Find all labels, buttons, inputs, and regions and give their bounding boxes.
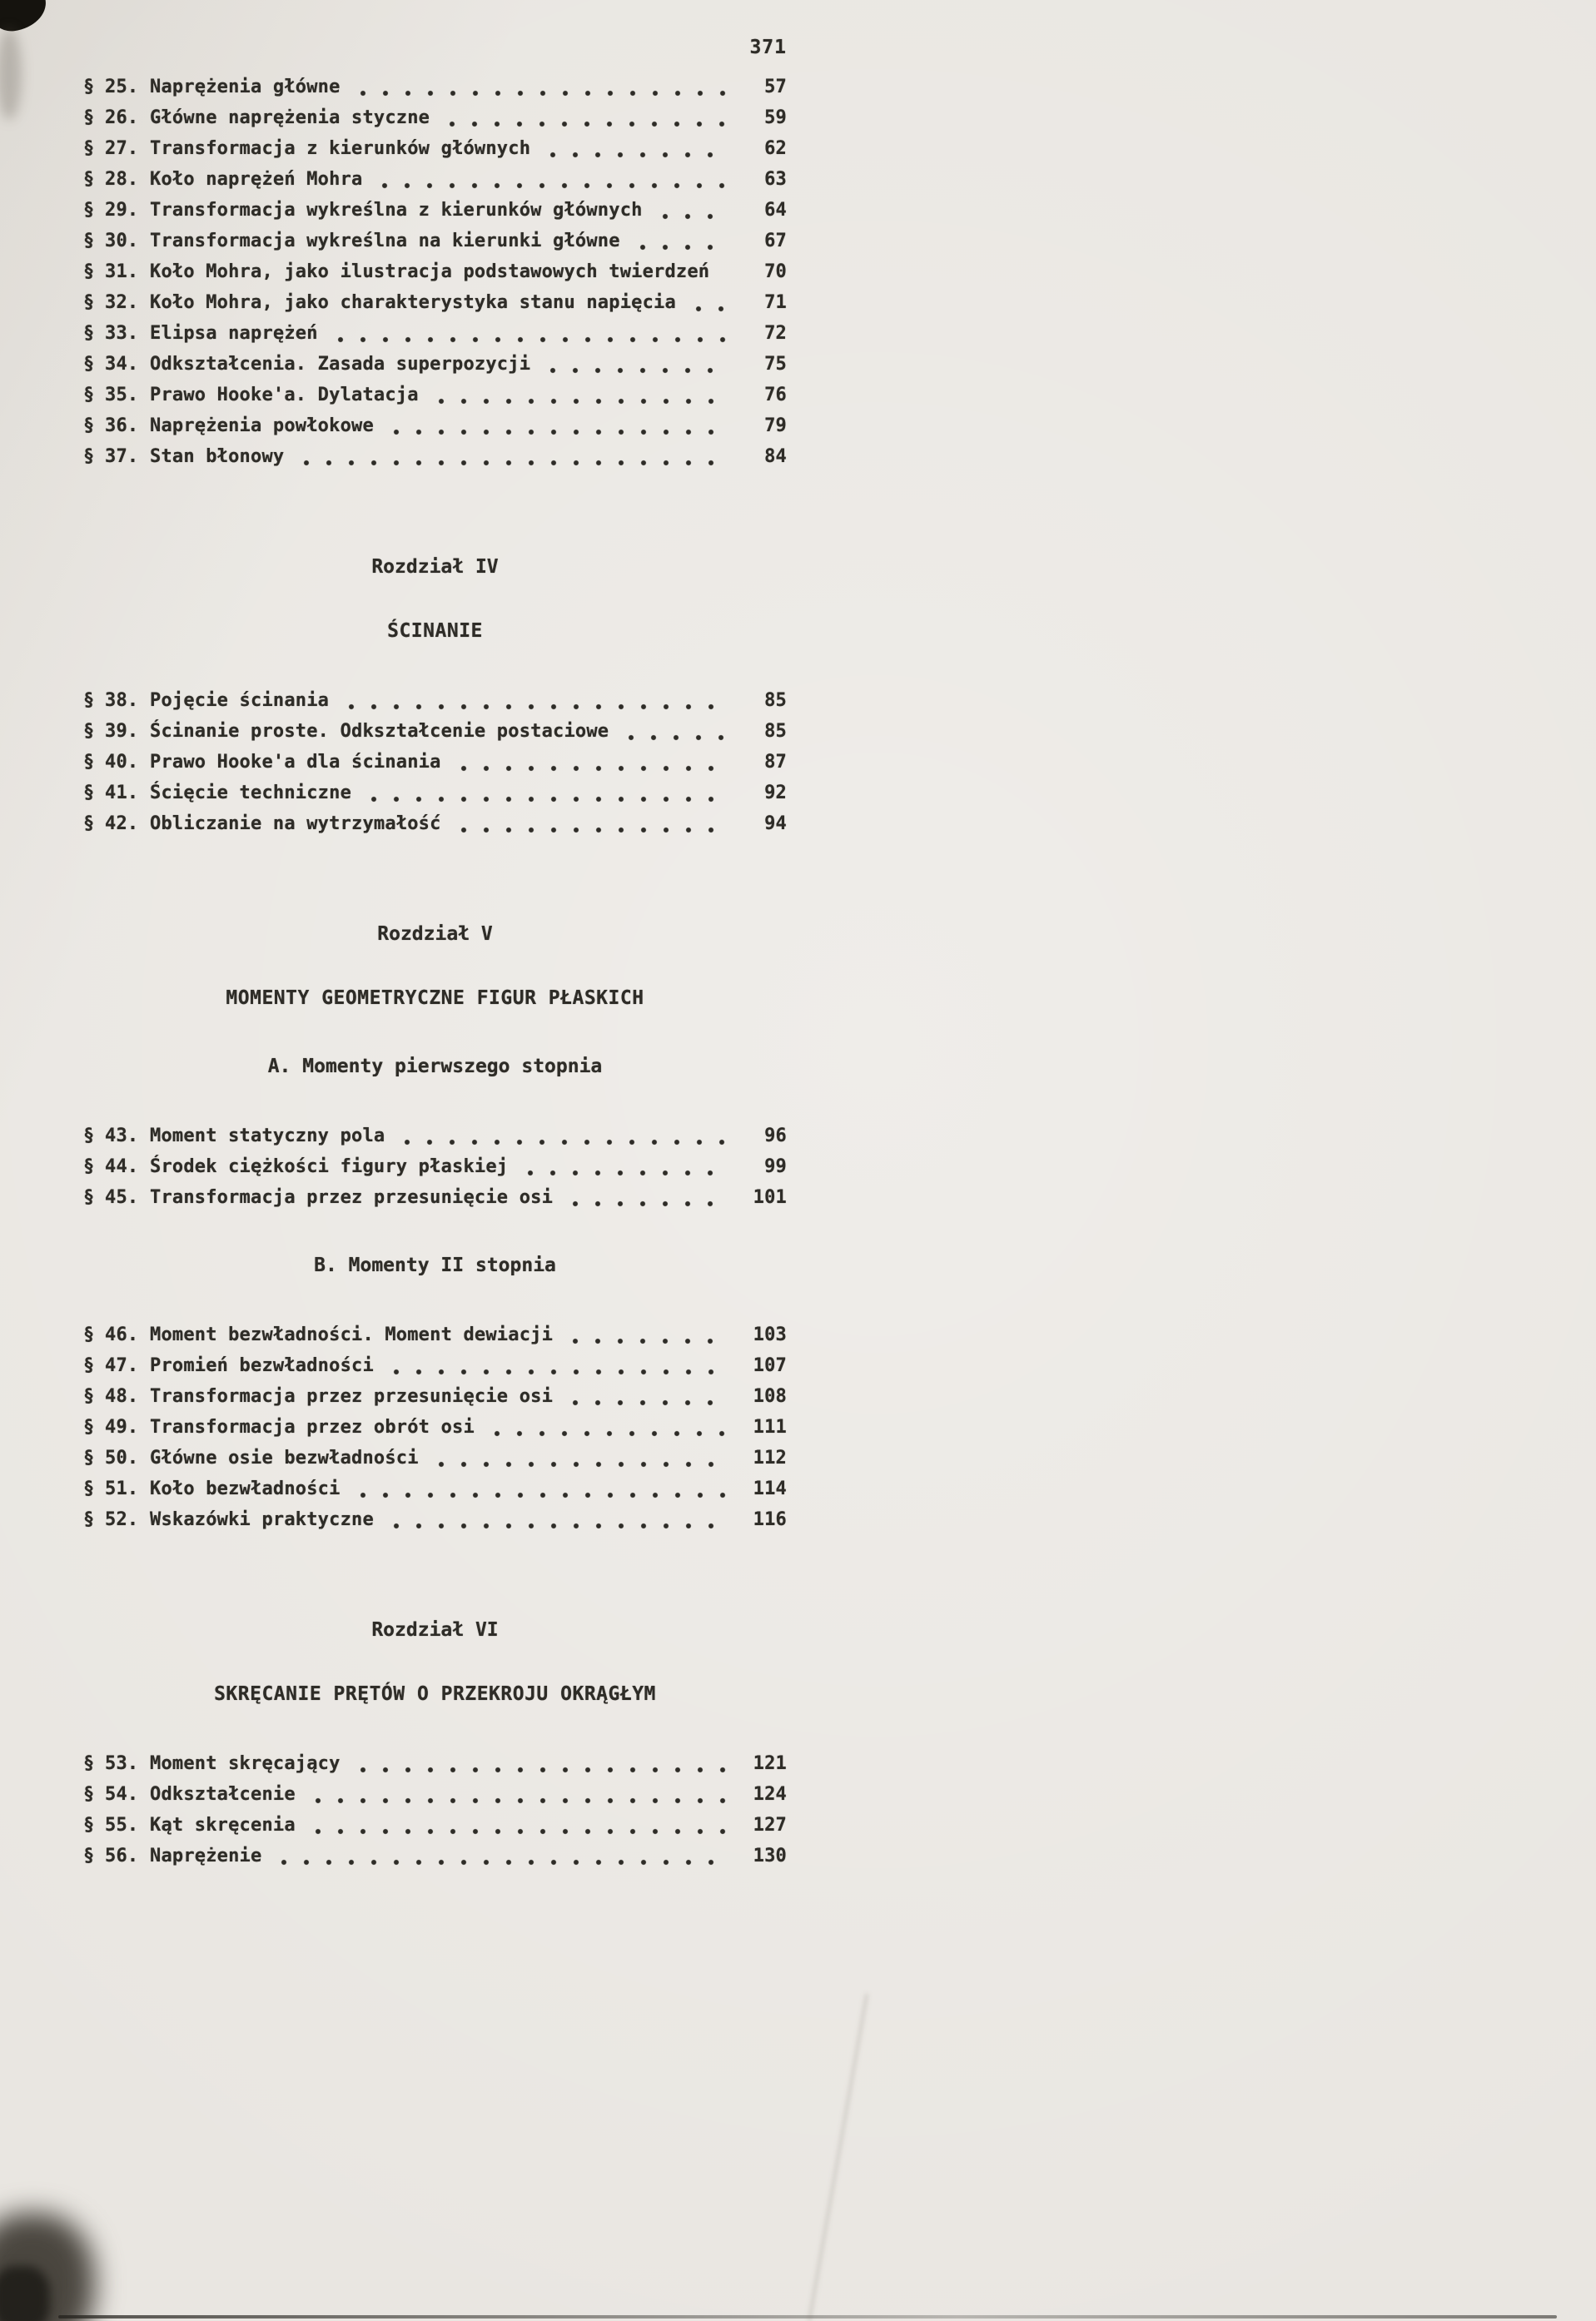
entry-number: 56. [105,1846,139,1866]
entry-number: 39. [105,721,139,742]
entry-title: Ścinanie proste. Odkształcenie postaciowe [150,721,609,742]
dot-leader [363,778,728,808]
entry-page: 63 [764,169,787,190]
toc-entry [83,1810,787,1841]
entry-number: 32. [105,292,139,313]
entry-title: Moment skręcający [150,1753,341,1774]
section-mark: § [83,1156,95,1177]
entry-page: 111 [753,1417,787,1438]
section-mark: § [83,138,95,159]
chapter-title: SKRĘCANIE PRĘTÓW O PRZEKROJU OKRĄGŁYM [214,1683,656,1705]
entry-number: 53. [105,1753,139,1774]
entry-title: Moment statyczny pola [150,1126,385,1146]
scan-artifact-left-streak [0,28,22,120]
toc-list [83,1121,787,1213]
toc-entry [83,195,787,226]
entry-page: 96 [764,1126,787,1146]
entry-page: 107 [753,1355,787,1376]
toc-entry [83,72,787,102]
toc-entry [83,380,787,410]
entry-number: 34. [105,354,139,375]
dot-leader [330,318,728,349]
toc-entry [83,1504,787,1535]
toc-entry [83,1182,787,1213]
entry-title: Transformacja z kierunków głównych [150,138,531,159]
toc-blocks [83,72,787,1871]
dot-leader [486,1412,728,1443]
entry-page: 101 [753,1187,787,1208]
entry-title: Główne osie bezwładności [150,1448,419,1469]
section-mark: § [83,813,95,834]
entry-title: Transformacja wykreślna z kierunków głównych [150,200,643,221]
entry-number: 46. [105,1325,139,1345]
entry-page: 76 [764,385,787,405]
section-mark: § [83,231,95,251]
entry-title: Koło Mohra, jako charakterystyka stanu napięcia [150,292,676,313]
entry-title: Główne naprężenia styczne [150,107,430,128]
entry-title: Naprężenie [150,1846,262,1866]
scan-artifact-crease [808,1994,868,2321]
entry-title: Transformacja wykreślna na kierunki główne [150,231,620,251]
dot-leader [273,1841,728,1871]
section-mark: § [83,107,95,128]
dot-leader [520,1151,728,1182]
dot-leader [620,716,728,747]
toc-content [83,35,787,1871]
dot-leader [307,1779,728,1810]
section-mark: § [83,1784,95,1805]
toc-entry [83,256,787,287]
entry-page: 85 [764,721,787,742]
entry-page: 62 [764,138,787,159]
toc-list [83,1320,787,1535]
subsection-title: B. Momenty II stopnia [314,1255,556,1276]
entry-page: 121 [753,1753,787,1774]
section-mark: § [83,200,95,221]
entry-page: 116 [753,1509,787,1530]
entry-title: Prawo Hooke'a. Dylatacja [150,385,419,405]
toc-list [83,72,787,472]
dot-leader [542,133,728,164]
entry-number: 41. [105,783,139,803]
entry-number: 44. [105,1156,139,1177]
entry-number: 40. [105,752,139,773]
dot-leader [296,441,728,472]
toc-entry [83,226,787,256]
dot-leader [352,72,728,102]
entry-number: 30. [105,231,139,251]
dot-leader [564,1182,728,1213]
toc-entry [83,1779,787,1810]
toc-entry [83,685,787,716]
toc-entry [83,747,787,778]
section-mark: § [83,1846,95,1866]
chapter-label: Rozdział V [377,923,493,945]
entry-number: 48. [105,1386,139,1407]
entry-title: Transformacja przez przesunięcie osi [150,1386,554,1407]
entry-title: Stan błonowy [150,446,285,467]
entry-page: 114 [753,1479,787,1499]
entry-page: 127 [753,1815,787,1836]
entry-number: 31. [105,261,139,282]
toc-entry [83,1381,787,1412]
toc-entry [83,164,787,195]
dot-leader [453,747,728,778]
dot-leader [441,102,728,133]
section-mark: § [83,77,95,97]
dot-leader [430,380,728,410]
dot-leader [385,1504,728,1535]
entry-number: 36. [105,415,139,436]
section-mark: § [83,323,95,344]
toc-entry [83,349,787,380]
section-mark: § [83,1479,95,1499]
dot-leader [385,1350,728,1381]
dot-leader [307,1810,728,1841]
entry-page: 67 [764,231,787,251]
entry-number: 49. [105,1417,139,1438]
dot-leader [542,349,728,380]
dot-leader [430,1443,728,1474]
entry-title: Naprężenia główne [150,77,341,97]
entry-number: 38. [105,690,139,711]
entry-number: 45. [105,1187,139,1208]
entry-title: Koło naprężeń Mohra [150,169,363,190]
entry-page: 85 [764,690,787,711]
section-mark: § [83,1126,95,1146]
dot-leader [385,410,728,441]
entry-page: 87 [764,752,787,773]
section-mark: § [83,1753,95,1774]
toc-entry [83,1474,787,1504]
entry-title: Odkształcenia. Zasada superpozycji [150,354,531,375]
dot-leader [453,808,728,839]
entry-number: 54. [105,1784,139,1805]
section-mark: § [83,1417,95,1438]
entry-page: 71 [764,292,787,313]
chapter-title: ŚCINANIE [387,620,483,642]
scan-artifact-bottom-left-corner [0,2266,50,2321]
dot-leader [396,1121,728,1151]
dot-leader [352,1474,728,1504]
entry-page: 94 [764,813,787,834]
entry-number: 50. [105,1448,139,1469]
entry-number: 47. [105,1355,139,1376]
page-number: 371 [749,37,787,58]
entry-number: 35. [105,385,139,405]
entry-title: Środek ciężkości figury płaskiej [150,1156,509,1177]
toc-entry [83,441,787,472]
section-mark: § [83,1509,95,1530]
toc-list [83,1748,787,1871]
toc-entry [83,102,787,133]
section-mark: § [83,752,95,773]
toc-entry [83,1350,787,1381]
entry-title: Ścięcie techniczne [150,783,352,803]
entry-number: 52. [105,1509,139,1530]
entry-page: 57 [764,77,787,97]
entry-number: 37. [105,446,139,467]
entry-page: 130 [753,1846,787,1866]
entry-title: Naprężenia powłokowe [150,415,374,436]
toc-entry [83,1121,787,1151]
toc-entry [83,133,787,164]
toc-entry [83,287,787,318]
entry-number: 29. [105,200,139,221]
entry-page: 124 [753,1784,787,1805]
section-mark: § [83,721,95,742]
entry-page: 64 [764,200,787,221]
toc-entry [83,808,787,839]
chapter-title: MOMENTY GEOMETRYCZNE FIGUR PŁASKICH [226,987,644,1009]
dot-leader [564,1320,728,1350]
entry-page: 99 [764,1156,787,1177]
entry-page: 103 [753,1325,787,1345]
entry-number: 27. [105,138,139,159]
toc-entry [83,778,787,808]
entry-number: 51. [105,1479,139,1499]
entry-page: 84 [764,446,787,467]
entry-page: 75 [764,354,787,375]
section-mark: § [83,385,95,405]
entry-title: Transformacja przez obrót osi [150,1417,475,1438]
entry-title: Pojęcie ścinania [150,690,330,711]
toc-entry [83,410,787,441]
entry-number: 55. [105,1815,139,1836]
dot-leader [654,195,728,226]
section-mark: § [83,1386,95,1407]
entry-page: 72 [764,323,787,344]
dot-leader [352,1748,728,1779]
toc-entry [83,716,787,747]
dot-leader [688,287,728,318]
section-mark: § [83,1448,95,1469]
entry-number: 42. [105,813,139,834]
entry-number: 26. [105,107,139,128]
dot-leader [374,164,728,195]
section-mark: § [83,415,95,436]
dot-leader [564,1381,728,1412]
section-mark: § [83,169,95,190]
entry-title: Koło bezwładności [150,1479,341,1499]
entry-title: Moment bezwładności. Moment dewiacji [150,1325,554,1345]
entry-page: 79 [764,415,787,436]
section-mark: § [83,292,95,313]
subsection-title: A. Momenty pierwszego stopnia [267,1056,603,1077]
chapter-label: Rozdział VI [371,1619,499,1641]
section-mark: § [83,1815,95,1836]
toc-entry [83,1151,787,1182]
entry-title: Promień bezwładności [150,1355,374,1376]
section-mark: § [83,1187,95,1208]
toc-entry [83,1841,787,1871]
entry-title: Transformacja przez przesunięcie osi [150,1187,554,1208]
section-mark: § [83,261,95,282]
entry-page: 92 [764,783,787,803]
toc-list [83,685,787,839]
section-mark: § [83,783,95,803]
entry-number: 33. [105,323,139,344]
entry-page: 59 [764,107,787,128]
chapter-label: Rozdział IV [371,556,499,578]
toc-entry [83,1320,787,1350]
entry-number: 43. [105,1126,139,1146]
toc-entry [83,1748,787,1779]
entry-page: 108 [753,1386,787,1407]
toc-entry [83,318,787,349]
section-mark: § [83,446,95,467]
entry-number: 25. [105,77,139,97]
dot-leader [341,685,728,716]
entry-title: Prawo Hooke'a dla ścinania [150,752,441,773]
section-mark: § [83,1325,95,1345]
dot-leader [632,226,728,256]
section-mark: § [83,1355,95,1376]
toc-entry [83,1412,787,1443]
entry-title: Wskazówki praktyczne [150,1509,374,1530]
section-mark: § [83,354,95,375]
entry-title: Obliczanie na wytrzymałość [150,813,441,834]
entry-title: Odkształcenie [150,1784,296,1805]
toc-entry [83,1443,787,1474]
dot-leader [721,256,728,287]
section-mark: § [83,690,95,711]
entry-page: 70 [764,261,787,282]
entry-page: 112 [753,1448,787,1469]
entry-number: 28. [105,169,139,190]
entry-title: Koło Mohra, jako ilustracja podstawowych twierdzeń [150,261,710,282]
entry-title: Kąt skręcenia [150,1815,296,1836]
entry-title: Elipsa naprężeń [150,323,318,344]
